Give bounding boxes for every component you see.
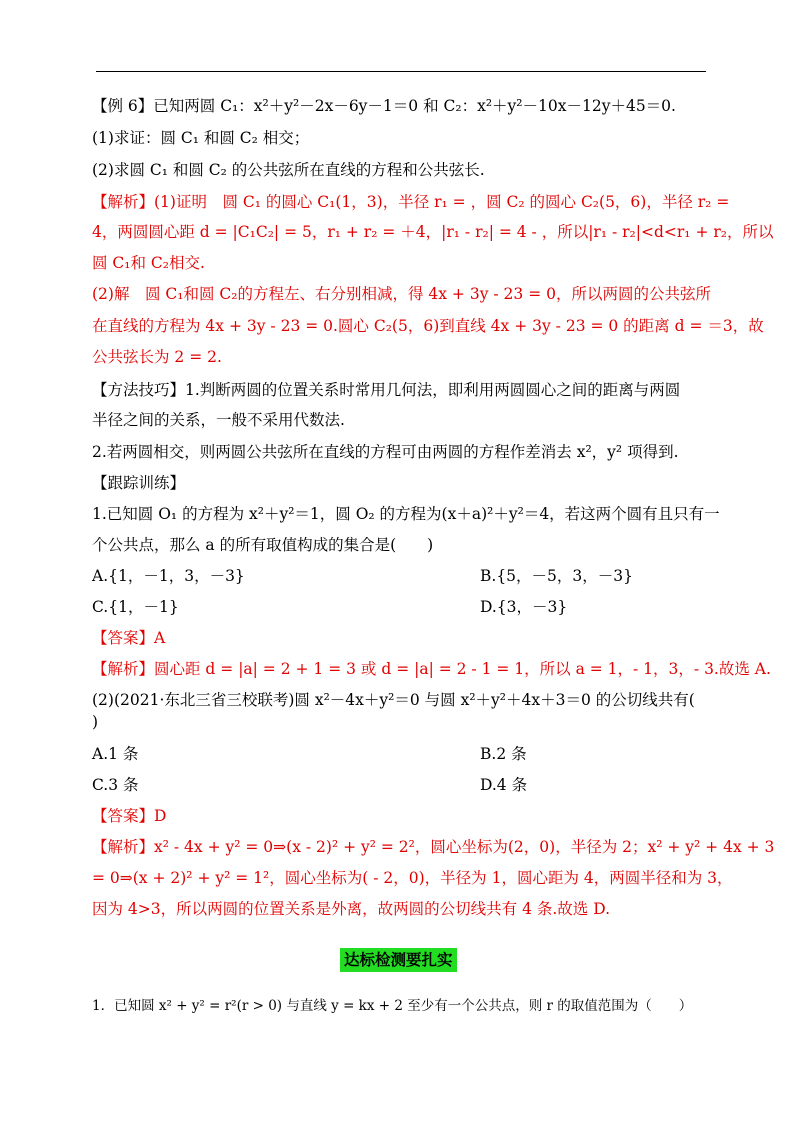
solution-line-5: 在直线的方程为 4x + 3y - 23 = 0.圆心 C₂(5，6)到直线 4x + 3y - 23 = 0 的距离 d = ＝3，故 (92, 317, 764, 335)
problem-1-options-row-2 (92, 596, 692, 618)
check-question-1: 1．已知圆 x² + y² = r²(r > 0) 与直线 y = kx + 2 至少有一个公共点，则 r 的取值范围为（ ） (92, 998, 693, 1014)
solution-line-1: 【解析】(1)证明 圆 C₁ 的圆心 C₁(1，3)，半径 r₁ = ，圆 C₂ 的圆心 C₂(5，6)，半径 r₂ = (92, 193, 730, 211)
example-question-2: (2)求圆 C₁ 和圆 C₂ 的公共弦所在直线的方程和公共弦长. (92, 161, 485, 179)
section-title: 达标检测要扎实 (340, 948, 457, 972)
option-d: D.{3，－3} (480, 598, 568, 616)
problem-1-options-row-1 (92, 565, 692, 587)
problem-2-solution-line-2: = 0⇒(x + 2)² + y² = 1²，圆心坐标为( - 2，0)，半径为 1，圆心距为 4，两圆半径和为 3， (92, 869, 733, 887)
solution-line-2: 4，两圆圆心距 d = |C₁C₂| = 5，r₁ + r₂ = ＋4，|r₁ - r₂| = 4 - ，所以|r₁ - r₂|<d<r₁ + r₂，所以 (92, 223, 774, 241)
solution-line-3: 圆 C₁和 C₂相交. (92, 254, 205, 272)
example-title: 【例 6】已知两圆 C₁：x²＋y²－2x－6y－1＝0 和 C₂：x²＋y²－10x－12y＋45＝0. (92, 97, 676, 115)
problem-2-line-1: (2)(2021·东北三省三校联考)圆 x²－4x＋y²＝0 与圆 x²＋y²＋4x＋3＝0 的公切线共有( (92, 691, 695, 709)
solution-line-6: 公共弦长为 2 = 2. (92, 348, 222, 366)
problem-1-solution: 【解析】圆心距 d = |a| = 2 + 1 = 3 或 d = |a| = 2 - 1 = 1，所以 a = 1，- 1，3，- 3.故选 A. (92, 660, 771, 678)
header-rule (96, 71, 706, 72)
option-c: C.3 条 (92, 776, 139, 794)
problem-1-answer: 【答案】A (92, 629, 166, 647)
method-line-1: 【方法技巧】1.判断两圆的位置关系时常用几何法，即利用两圆圆心之间的距离与两圆 (92, 381, 681, 399)
method-line-2: 半径之间的关系，一般不采用代数法. (92, 411, 345, 429)
problem-1-line-1: 1.已知圆 O₁ 的方程为 x²＋y²＝1，圆 O₂ 的方程为(x＋a)²＋y²＝4，若这两个圆有且只有一 (92, 505, 720, 523)
method-line-3: 2.若两圆相交，则两圆公共弦所在直线的方程可由两圆的方程作差消去 x²，y² 项得到. (92, 443, 679, 461)
option-d: D.4 条 (480, 776, 528, 794)
problem-2-solution-line-1: 【解析】x² - 4x + y² = 0⇒(x - 2)² + y² = 2²，圆心坐标为(2，0)，半径为 2；x² + y² + 4x + 3 (92, 838, 775, 856)
training-header: 【跟踪训练】 (92, 474, 186, 492)
problem-2-line-2: ) (92, 713, 99, 731)
problem-2-solution-line-3: 因为 4>3，所以两圆的位置关系是外离，故两圆的公切线共有 4 条.故选 D. (92, 900, 611, 918)
problem-2-options-row-2 (92, 774, 692, 796)
option-b: B.2 条 (480, 745, 527, 763)
option-a: A.{1，－1，3，－3} (92, 567, 245, 585)
problem-2-options-row-1 (92, 743, 692, 765)
problem-2-answer: 【答案】D (92, 807, 167, 825)
solution-line-4: (2)解 圆 C₁和圆 C₂的方程左、右分别相减，得 4x + 3y - 23 = 0，所以两圆的公共弦所 (92, 285, 711, 303)
option-c: C.{1，－1} (92, 598, 179, 616)
option-b: B.{5，－5，3，－3} (480, 567, 633, 585)
example-question-1: (1)求证：圆 C₁ 和圆 C₂ 相交； (92, 129, 310, 147)
option-a: A.1 条 (92, 745, 139, 763)
problem-1-line-2: 个公共点，那么 a 的所有取值构成的集合是( ) (92, 536, 434, 554)
